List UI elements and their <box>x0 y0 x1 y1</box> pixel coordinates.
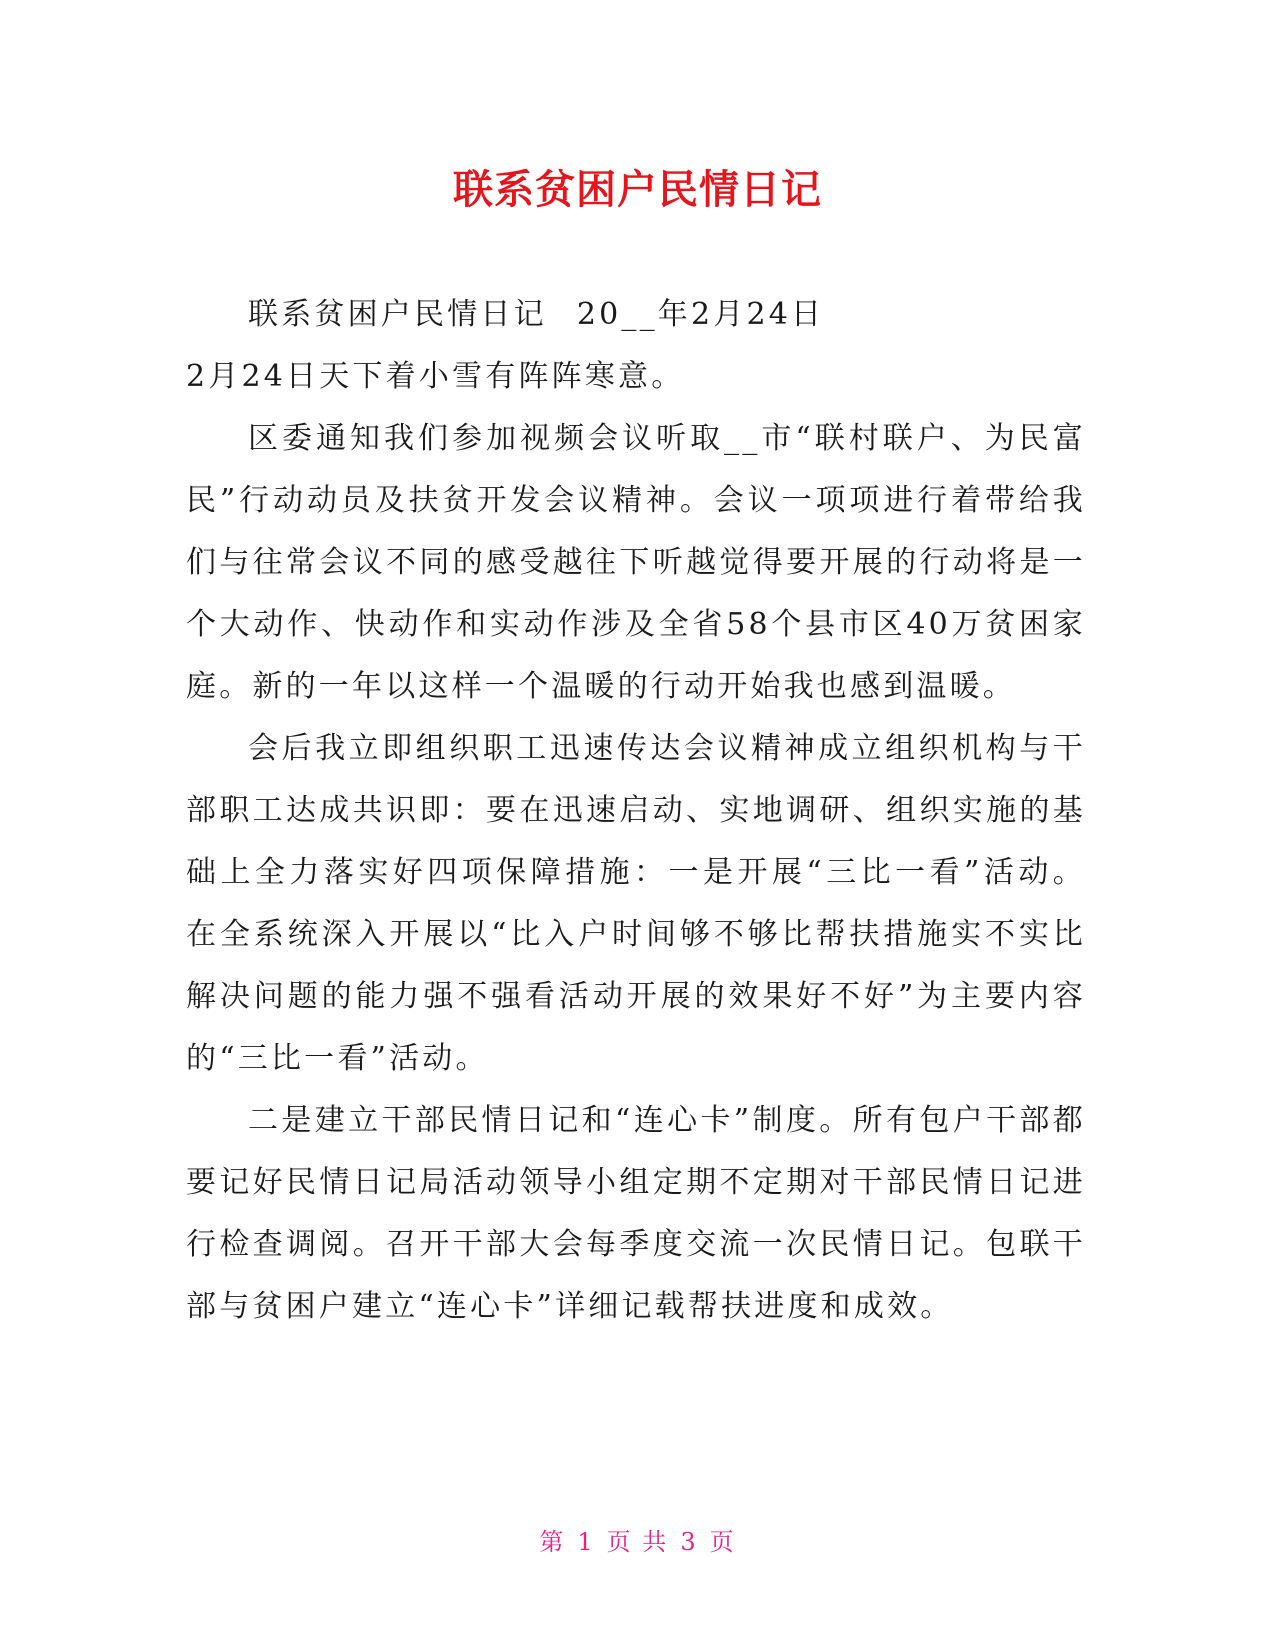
diary-header-date: 20__年2月24日 <box>576 297 825 332</box>
page-mid: 页 共 <box>606 1528 669 1556</box>
diary-header-label: 联系贫困户民情日记 <box>248 297 547 332</box>
page-total: 3 <box>680 1528 698 1556</box>
page-current: 1 <box>577 1528 595 1556</box>
page-suffix: 页 <box>709 1528 736 1556</box>
page-prefix: 第 <box>539 1528 566 1556</box>
diary-header-line <box>186 284 1086 346</box>
document-title: 联系贫困户民情日记 <box>453 167 822 213</box>
paragraph-diary-system: 二是建立干部民情日记和“连心卡”制度。所有包户干部都要记好民情日记局活动领导小组定期不定期对干部民情日记进行检查调阅。召开干部大会每季度交流一次民情日记。包联干部与贫困户建立“连心卡”详细记载帮扶进度和成效。 <box>186 1103 1086 1324</box>
page-footer <box>0 1522 1275 1557</box>
document-body <box>186 284 1086 1338</box>
paragraph-weather: 2月24日天下着小雪有阵阵寒意。 <box>186 359 685 394</box>
paragraph-meeting: 区委通知我们参加视频会议听取__市“联村联户、为民富民”行动动员及扶贫开发会议精神。会议一项项进行着带给我们与往常会议不同的感受越往下听越觉得要开展的行动将是一个大动作、快动作和实动作涉及全省58个县市区40万贫困家庭。新的一年以这样一个温暖的行动开始我也感到温暖。 <box>186 421 1086 704</box>
paragraph-measures: 会后我立即组织职工迅速传达会议精神成立组织机构与干部职工达成共识即：要在迅速启动、实地调研、组织实施的基础上全力落实好四项保障措施：一是开展“三比一看”活动。在全系统深入开展以“比入户时间够不够比帮扶措施实不实比解决问题的能力强不强看活动开展的效果好不好”为主要内容的“三比一看”活动。 <box>186 731 1086 1076</box>
